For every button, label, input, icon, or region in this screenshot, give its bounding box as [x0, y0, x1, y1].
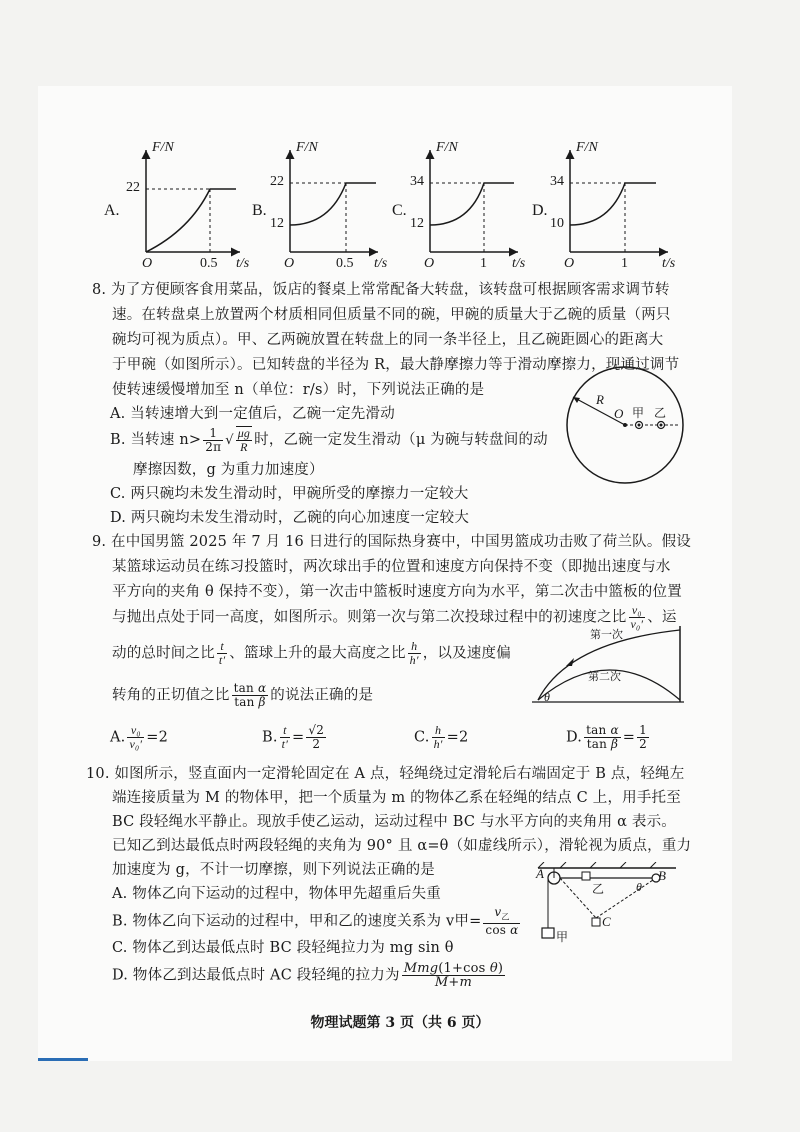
graph-b-origin: O	[284, 256, 295, 271]
turntable-R-label: R	[596, 392, 604, 407]
graph-c-origin: O	[424, 256, 435, 271]
q8-option-b-cont: 摩擦因数，g 为重力加速度）	[133, 462, 324, 478]
pulley-C-label: C	[602, 914, 611, 929]
q9-option-d: D. $\frac{\text{tan α}}{\text{tan β}}$ = $\frac{1}{2}$	[566, 723, 647, 751]
graph-d-option: D.	[532, 202, 548, 219]
graph-c-xtick: 1	[480, 256, 487, 271]
graph-d	[570, 150, 668, 252]
graphs-row	[0, 0, 800, 280]
q10-line1: 10. 如图所示，竖直面内一定滑轮固定在 A 点，轻绳绕过定滑轮后右端固定于 B 点，轻绳左	[86, 766, 685, 782]
q9-line4: 与抛出点处于同一高度，如图所示。则第一次与第二次投球过程中的初速度之比 $\frac{\text{v₀}}{\text{v₀′}}$ 、运	[112, 603, 677, 631]
q10-line2: 端连接质量为 M 的物体甲，把一个质量为 m 的物体乙系在轻绳的结点 C 上，用手托至	[112, 790, 681, 806]
q9-option-a: A. $\frac{\text{v₀}}{\text{v₀′}}$ =2	[110, 723, 168, 751]
turntable-jia-label: 甲	[632, 406, 645, 420]
q9-frac-t: $\frac{t}{t'}$	[218, 639, 226, 667]
scan-edge-line	[38, 1058, 88, 1061]
q8-line5: 使转速缓慢增加至 n（单位：r/s）时，下列说法正确的是	[112, 382, 485, 398]
q8-frac-1-2pi: $\frac{1}{2\pi}$	[205, 425, 222, 454]
q8-option-a: A. 当转速增大到一定值后，乙碗一定先滑动	[110, 406, 395, 422]
graph-d-ytop: 34	[550, 174, 564, 189]
q8-frac-mug-R: $\frac{\mu g}{R}$	[237, 426, 251, 454]
graph-d-ystart: 10	[550, 216, 564, 231]
graph-a-xtick: 0.5	[200, 256, 218, 271]
q8-line1: 8. 为了方便顾客食用菜品，饭店的餐桌上常常配备大转盘，该转盘可根据顾客需求调节转	[92, 282, 670, 298]
q10-option-c: C. 物体乙到达最低点时 BC 段轻绳拉力为 mg sin θ	[112, 940, 454, 956]
q8-line4: 于甲碗（如图所示）。已知转盘的半径为 R，最大静摩擦力等于滑动摩擦力，现通过调节	[112, 357, 680, 373]
graph-a-origin: O	[142, 256, 153, 271]
q9-line2: 某篮球运动员在练习投篮时，两次球出手的位置和速度方向保持不变（即抛出速度与水	[112, 559, 671, 575]
q10-option-a: A. 物体乙向下运动的过程中，物体甲先超重后失重	[112, 886, 441, 902]
q9-option-b: B. $\frac{t}{t'}$ = $\frac{√2}{2}$	[262, 723, 325, 751]
graph-a-xlabel: t/s	[236, 256, 250, 271]
graph-c-ylabel: F/N	[436, 140, 458, 155]
graph-c-option: C.	[392, 202, 407, 219]
q10-line5: 加速度为 g，不计一切摩擦，则下列说法正确的是	[112, 862, 435, 878]
graph-a-ytop: 22	[126, 180, 140, 195]
q9-line5: 动的总时间之比 $\frac{t}{t'}$ 、篮球上升的最大高度之比 $\frac{h}{h'}$ ，以及速度偏	[112, 639, 511, 667]
graph-b-xlabel: t/s	[374, 256, 388, 271]
pulley-A-label: A	[536, 866, 544, 881]
graph-c-ystart: 12	[410, 216, 424, 231]
q10-option-d: D. 物体乙到达最低点时 AC 段轻绳的拉力为 $\frac{\text{Mmg(1+cos θ)}}{M+m}$	[112, 961, 504, 990]
turntable-O-label: O	[614, 406, 624, 421]
q9-frac-v0: $\frac{\text{v₀}}{\text{v₀′}}$	[630, 603, 644, 631]
q10-line4: 已知乙到达最低点时两段轻绳的夹角为 90° 且 α=θ（如虚线所示），滑轮视为质点，重力	[112, 838, 692, 854]
graph-b-ylabel: F/N	[296, 140, 318, 155]
turntable-figure	[560, 362, 690, 492]
graph-b	[290, 150, 378, 252]
q9-line6: 转角的正切值之比 $\frac{\text{tan α}}{\text{tan β}}$ 的说法正确的是	[112, 681, 374, 709]
q8-option-b: B. 当转速 n> $\frac{1}{2\pi}$ √ $\frac{\mu g}{R}$ 时，乙碗一定发生滑动（μ 为碗与转盘间的动	[110, 425, 548, 454]
basketball-second-label: 第二次	[588, 670, 621, 683]
q9-option-c: C. $\frac{h}{h'}$ =2	[414, 723, 469, 751]
graph-d-ylabel: F/N	[576, 140, 598, 155]
q8-option-c: C. 两只碗均未发生滑动时，甲碗所受的摩擦力一定较大	[110, 486, 469, 502]
graph-c-ytop: 34	[410, 174, 424, 189]
graph-a	[146, 150, 240, 252]
graph-d-origin: O	[564, 256, 575, 271]
pulley-theta-label: θ	[636, 880, 642, 894]
graph-d-xtick: 1	[621, 256, 628, 271]
pulley-B-label: B	[658, 868, 666, 883]
page-footer: 物理试题第 3 页（共 6 页）	[310, 1015, 490, 1031]
graph-c-xlabel: t/s	[512, 256, 526, 271]
graph-c	[430, 150, 518, 252]
graph-b-option: B.	[252, 202, 267, 219]
pulley-jia-label: 甲	[556, 930, 569, 944]
q9-line1: 9. 在中国男篮 2025 年 7 月 16 日进行的国际热身赛中，中国男篮成功击败了荷兰队。假设	[92, 534, 691, 550]
q9-frac-tan: $\frac{\text{tan α}}{\text{tan β}}$	[233, 681, 267, 709]
graph-b-ytop: 22	[270, 174, 284, 189]
basketball-theta-label: θ	[544, 690, 550, 704]
graph-d-xlabel: t/s	[662, 256, 676, 271]
q8-option-d: D. 两只碗均未发生滑动时，乙碗的向心加速度一定较大	[110, 510, 470, 526]
q9-frac-h: $\frac{h}{h'}$	[409, 639, 419, 667]
q9-line3: 平方向的夹角 θ 保持不变），第一次击中篮板时速度方向为水平，第二次击中篮板的位置	[112, 584, 682, 600]
basketball-first-label: 第一次	[590, 628, 623, 641]
q8-line3: 碗均可视为质点）。甲、乙两碗放置在转盘上的同一条半径上，且乙碗距圆心的距离大	[112, 332, 664, 348]
q10-option-b: B. 物体乙向下运动的过程中，甲和乙的速度关系为 v甲= $\frac{v_乙}{\text{cos α}}$	[112, 905, 519, 938]
turntable-yi-label: 乙	[654, 406, 667, 420]
graph-a-option: A.	[104, 202, 120, 219]
graph-b-ystart: 12	[270, 216, 284, 231]
q10-line3: BC 段轻绳水平静止。现放手使乙运动，运动过程中 BC 与水平方向的夹角用 α 表示。	[112, 814, 676, 830]
graph-a-ylabel: F/N	[152, 140, 174, 155]
graph-b-xtick: 0.5	[336, 256, 354, 271]
q8-line2: 速。在转盘桌上放置两个材质相同但质量不同的碗，甲碗的质量大于乙碗的质量（两只	[112, 307, 671, 323]
pulley-yi-label: 乙	[592, 882, 605, 896]
